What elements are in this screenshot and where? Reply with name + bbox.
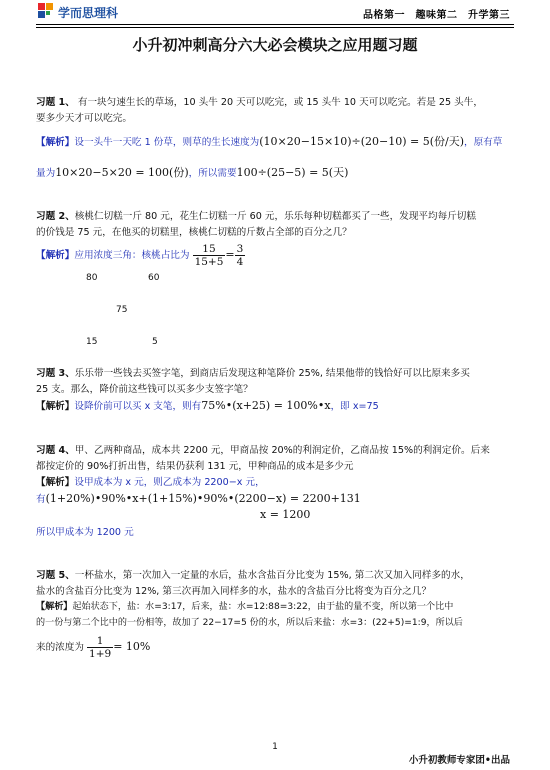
q3-solution — [36, 398, 516, 414]
q3-text1: 乐乐带一些钱去买签字笔，到商店后发现这种笔降价 25%, 结果他带的钱恰好可以比原来多买 — [74, 368, 470, 379]
page-number: 1 — [272, 742, 278, 752]
q1-sol2-b: ，所以需要 — [188, 168, 237, 179]
q2-text-line1 — [36, 209, 516, 224]
q5-text-line2 — [36, 584, 516, 599]
q2-fraction-1 — [193, 243, 226, 268]
q1-solution-line1 — [36, 134, 516, 150]
q4-label: 习题 4、 — [36, 445, 75, 456]
q1-sol1-b: ，原有草 — [464, 137, 503, 148]
q2-equals: = — [225, 248, 235, 261]
q1-sol1-a: 设一头牛一天吃 1 份草，则草的生长速度为 — [74, 137, 260, 148]
q4-solution-x: x = 1200 — [260, 508, 311, 521]
q5-solution-line1 — [36, 600, 516, 615]
q2-sol-a: 应用浓度三角：核桃占比为 — [74, 250, 190, 261]
q1-sol2-math2: 100÷(25−5) = 5(天) — [236, 166, 349, 179]
q2-frac1-denominator: 15+5 — [194, 255, 224, 268]
q4-sol2-math: (1+20%)•90%•x+(1+15%)•90%•(2200−x) = 2200+131 — [45, 492, 361, 505]
q3-text-line2 — [36, 382, 516, 397]
q4-solution-line1 — [36, 475, 516, 490]
q1-sol2-a: 量为 — [36, 168, 56, 179]
q2-triangle-75: 75 — [116, 305, 128, 315]
q2-frac2-numerator: 3 — [236, 242, 244, 255]
q1-text-line2 — [36, 111, 516, 126]
q1-text2: 要多少天才可以吃完。 — [36, 113, 132, 124]
q3-sol-math: 75%•(x+25) = 100%•x — [201, 399, 331, 412]
q5-label: 习题 5、 — [36, 570, 75, 581]
q5-solution-line2 — [36, 616, 516, 631]
q4-text-line1 — [36, 443, 516, 458]
footer-brand: 小升初教师专家团•出品 — [408, 755, 510, 766]
q5-fraction — [87, 635, 113, 660]
q4-sol2-a: 有 — [36, 494, 46, 505]
q4-text1: 甲、乙两种商品，成本共 2200 元，甲商品按 20%的利润定价，乙商品按 15%的利润定价。后来 — [74, 445, 490, 456]
q5-text2: 盐水的含盐百分比变为 12%, 第三次再加入同样多的水，盐水的含盐百分比将变为百分之几？ — [36, 586, 432, 597]
q5-solution-line3 — [36, 632, 516, 662]
q3-label: 习题 3、 — [36, 368, 75, 379]
q5-sol2: 的一份与第二个比中的一份相等，故加了 22−17=5 份的水，所以后来盐：水=3：(22+5)=1:9，所以后 — [36, 618, 463, 628]
q4-text2: 都按定价的 90%打折出售，结果仍获利 131 元，甲种商品的成本是多少元 — [36, 461, 354, 472]
logo-text: 学而思理科 — [58, 6, 119, 20]
q1-label: 习题 1、 — [36, 97, 75, 108]
q5-sol3-b: = 10% — [113, 640, 151, 653]
q4-text-line2 — [36, 459, 516, 474]
q2-triangle-15: 15 — [86, 337, 98, 347]
q3-sol-b: ，即 x=75 — [330, 401, 379, 412]
q2-text-line2 — [36, 225, 516, 240]
q5-text1: 一杯盐水，第一次加入一定量的水后，盐水含盐百分比变为 15%, 第二次又加入同样多的水， — [74, 570, 470, 581]
q2-triangle-60: 60 — [148, 273, 160, 283]
header-slogan: 品格第一 趣味第二 升学第三 — [363, 10, 510, 21]
q5-jiexi: 【解析】 — [36, 602, 73, 612]
q2-solution — [36, 240, 516, 270]
q4-solution-line4 — [36, 525, 516, 540]
q2-frac2-denominator: 4 — [236, 255, 244, 268]
q2-triangle-80: 80 — [86, 273, 98, 283]
q2-fraction-2 — [235, 243, 246, 268]
q2-frac1-numerator: 15 — [193, 243, 226, 256]
header-divider-thin — [36, 27, 514, 28]
q2-text2: 的价钱是 75 元，在他买的切糕里，核桃仁切糕的斤数占全部的百分之几？ — [36, 227, 352, 238]
q5-frac-numerator: 1 — [87, 635, 113, 648]
logo-icon — [38, 3, 54, 19]
q4-sol4: 所以甲成本为 1200 元 — [36, 527, 134, 538]
q5-text-line1 — [36, 568, 516, 583]
q5-sol1: 起始状态下，盐：水=3:17，后来，盐：水=12:88=3:22，由于盐的量不变，所以第一个比中 — [72, 602, 454, 612]
q1-sol2-math: 10×20−5×20 = 100(份) — [55, 166, 189, 179]
q1-sol1-math: (10×20−15×10)÷(20−10) = 5(份/天) — [259, 135, 464, 148]
q2-label: 习题 2、 — [36, 211, 75, 222]
q2-text1: 核桃仁切糕一斤 80 元，花生仁切糕一斤 60 元，乐乐每种切糕都买了一些，发现平均每斤切糕 — [74, 211, 476, 222]
q4-solution-line2 — [36, 491, 516, 507]
page-title: 小升初冲刺高分六大必会模块之应用题习题 — [132, 36, 418, 54]
q3-jiexi: 【解析】 — [36, 401, 75, 412]
q2-jiexi: 【解析】 — [36, 250, 75, 261]
q2-triangle-5: 5 — [152, 337, 158, 347]
header-divider — [36, 24, 514, 25]
q1-text-line1 — [36, 95, 516, 110]
q4-sol1: 设甲成本为 x 元，则乙成本为 2200−x 元， — [74, 477, 265, 488]
q1-solution-line2 — [36, 165, 516, 181]
q1-text1: 有一块匀速生长的草场，10 头牛 20 天可以吃完，或 15 头牛 10 天可以吃完。若是 25 头牛， — [74, 97, 483, 108]
q3-text2: 25 支。那么，降价前这些钱可以买多少支签字笔？ — [36, 384, 253, 395]
q1-jiexi: 【解析】 — [36, 137, 75, 148]
q3-sol-a: 设降价前可以买 x 支笔，则有 — [74, 401, 202, 412]
q5-sol3-a: 来的浓度为 — [36, 642, 84, 653]
q3-text-line1 — [36, 366, 516, 381]
q4-jiexi: 【解析】 — [36, 477, 75, 488]
q5-frac-denominator: 1+9 — [89, 647, 112, 660]
